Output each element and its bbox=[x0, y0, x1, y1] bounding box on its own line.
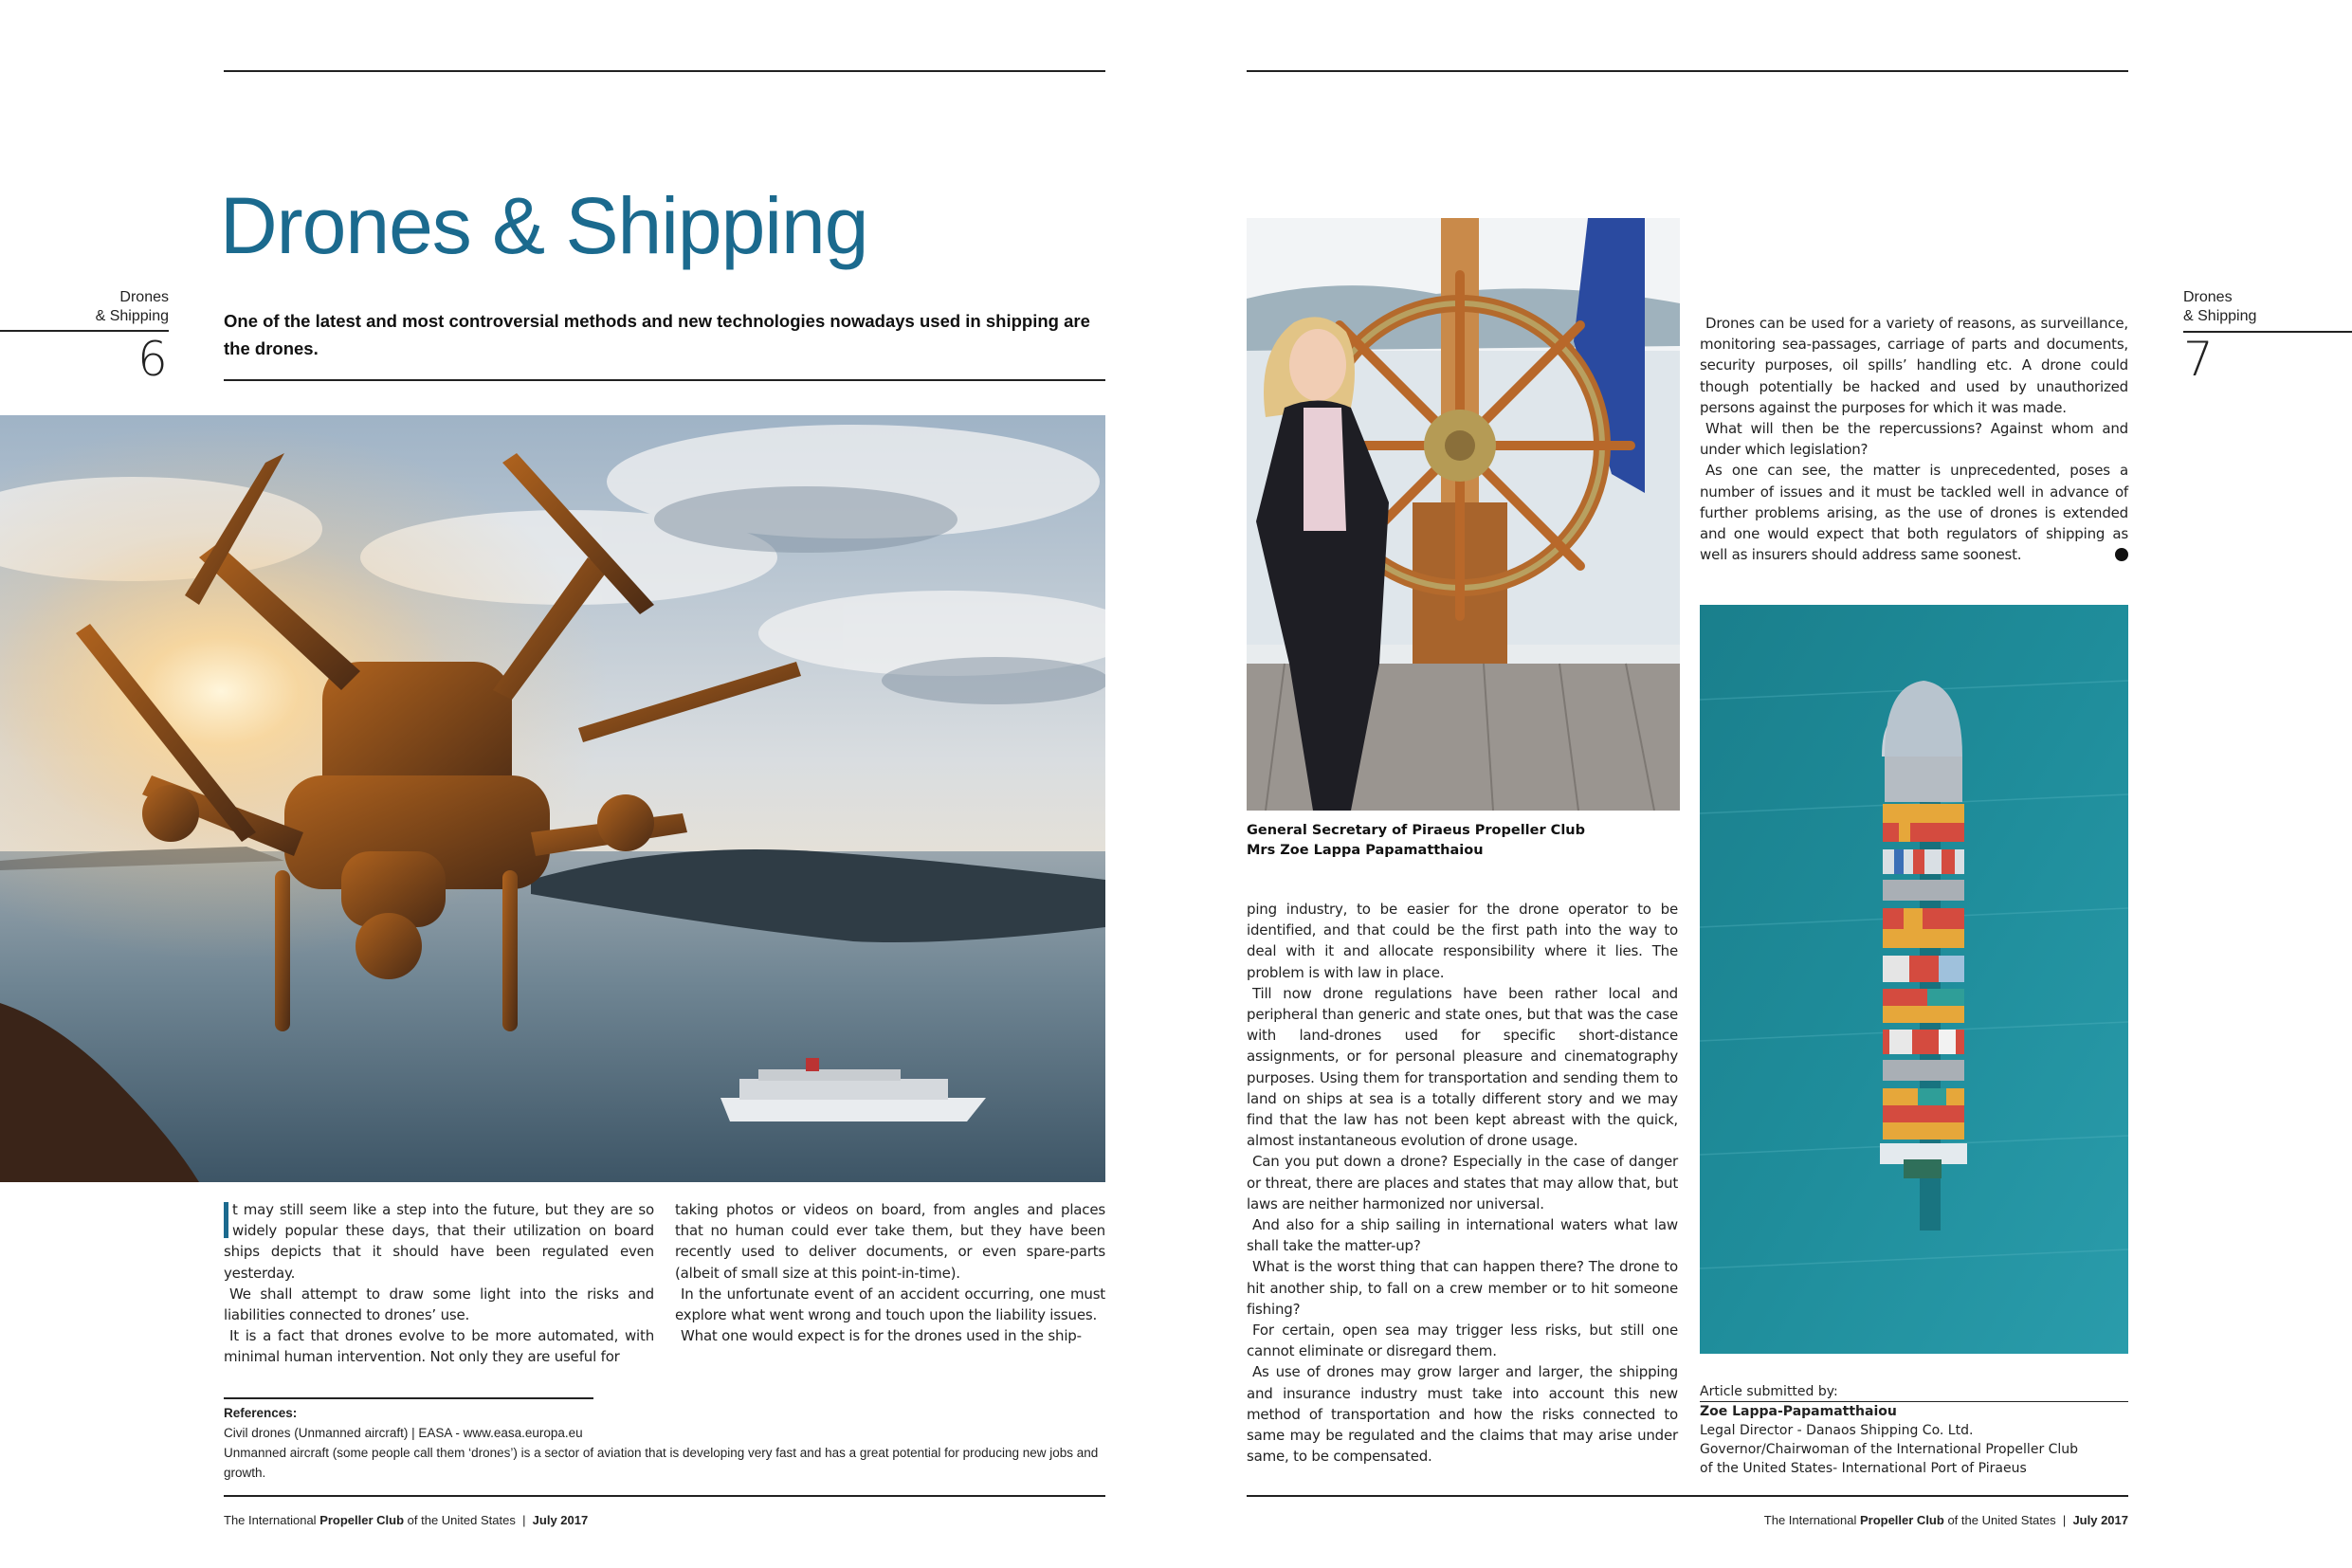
page-title: Drones & Shipping bbox=[220, 181, 868, 270]
left-body-column-1 bbox=[224, 1199, 654, 1368]
credit-name: Zoe Lappa-Papamatthaiou bbox=[1700, 1404, 1897, 1419]
section-tab-line2: & Shipping bbox=[2183, 308, 2257, 324]
paragraph: ping industry, to be easier for the drone operator to be identified, and that could be the first path into the way to deal with it and allocate responsibility where it lies. The problem is with law in place. bbox=[1247, 901, 1678, 981]
hero-image-drone bbox=[0, 415, 1105, 1182]
section-tab-left bbox=[76, 288, 169, 326]
footer-right bbox=[1764, 1513, 2128, 1527]
credit-label: Article submitted by: bbox=[1700, 1382, 2128, 1402]
footer-rule-left bbox=[224, 1495, 1105, 1497]
page-number-left: 6 bbox=[137, 332, 168, 387]
footer-rule-right bbox=[1247, 1495, 2128, 1497]
paragraph: Drones can be used for a variety of reasons, as surveillance, monitoring sea-passages, carriage of parts and documents, security purposes, oil spills’ handling etc. A drone could though potentially be hacked and used by unauthorized persons against the purposes for which it was made. bbox=[1700, 315, 2128, 416]
article-lede: One of the latest and most controversial methods and new technologies nowadays used in shipping are the drones. bbox=[224, 311, 1090, 358]
paragraph-text: t may still seem like a step into the future, but they are so widely popular these days, that their utilization on board ships depicts that it should have been regulated even yesterday. bbox=[224, 1201, 654, 1282]
footer-club: Propeller Club bbox=[1859, 1513, 1944, 1527]
article-credit bbox=[1700, 1382, 2128, 1478]
references-line-1: Civil drones (Unmanned aircraft) | EASA - www.easa.europa.eu bbox=[224, 1426, 583, 1440]
section-tab-line1: Drones bbox=[2183, 289, 2233, 305]
footer-prefix: The International bbox=[224, 1513, 320, 1527]
paragraph-text: As one can see, the matter is unprecedented, poses a number of issues and it must be tackled well in advance of further problems arising, as the use of drones is extended and one would expect that both regulators of shipping as well as insurers should address same soonest. bbox=[1700, 462, 2128, 564]
footer-left bbox=[224, 1513, 588, 1527]
section-tab-right bbox=[2183, 288, 2256, 326]
section-tab-line1: Drones bbox=[119, 289, 169, 305]
dropcap-bar bbox=[224, 1202, 228, 1238]
top-rule-right bbox=[1247, 70, 2128, 72]
paragraph: What is the worst thing that can happen there? The drone to hit another ship, to fall on a crew member or to hit someone fishing? bbox=[1247, 1258, 1678, 1318]
paragraph: What will then be the repercussions? Against whom and under which legislation? bbox=[1700, 420, 2128, 459]
credit-role-1: Legal Director - Danaos Shipping Co. Ltd. bbox=[1700, 1423, 1974, 1438]
footer-suffix: of the United States | bbox=[1943, 1513, 2073, 1527]
paragraph bbox=[224, 1199, 654, 1284]
paragraph: What one would expect is for the drones used in the ship- bbox=[681, 1327, 1082, 1345]
paragraph: It is a fact that drones evolve to be more automated, with minimal human intervention. Not only they are useful for bbox=[224, 1327, 654, 1366]
caption-line-2: Mrs Zoe Lappa Papamatthaiou bbox=[1247, 843, 1484, 858]
lede-rule bbox=[224, 379, 1105, 381]
right-body-column-1 bbox=[1247, 899, 1678, 1467]
references-rule bbox=[224, 1397, 593, 1399]
paragraph: taking photos or videos on board, from angles and places that no human could ever take them, but they have been recently used to deliver documents, or even spare-parts (albeit of small size at this point-in-time). bbox=[675, 1201, 1105, 1282]
end-of-article-icon bbox=[2115, 548, 2128, 561]
paragraph: As use of drones may grow larger and larger, the shipping and insurance industry must take into account this new method of transportation and how the risks connected to same may be regulated and the claims that may arise under same, to be compensated. bbox=[1247, 1363, 1678, 1466]
footer-club: Propeller Club bbox=[319, 1513, 405, 1527]
section-tab-line2: & Shipping bbox=[95, 308, 169, 324]
credit-role-2: Governor/Chairwoman of the International Propeller Club bbox=[1700, 1442, 2079, 1457]
footer-prefix: The International bbox=[1763, 1513, 1860, 1527]
right-body-column-2 bbox=[1700, 313, 2128, 565]
caption-line-1: General Secretary of Piraeus Propeller Club bbox=[1247, 823, 1585, 838]
references-line-2: Unmanned aircraft (some people call them ‘drones’) is a sector of aviation that is developing very fast and has a great potential for producing new jobs and growth. bbox=[224, 1446, 1099, 1480]
paragraph: In the unfortunate event of an accident occurring, one must explore what went wrong and touch upon the liability issues. bbox=[675, 1285, 1105, 1324]
portrait-caption bbox=[1247, 821, 1585, 861]
portrait-image bbox=[1247, 218, 1680, 811]
paragraph: For certain, open sea may trigger less risks, but still one cannot eliminate or disregard them. bbox=[1247, 1322, 1678, 1360]
paragraph: Till now drone regulations have been rather local and peripheral than generic and state ones, but that was the case with land-drones used for specific short-distance assignments, or for personal pleasure and cinematography purposes. Using them for transportation and sending them to land on ships at sea is a totally different story and we may find that the law has not been kept abreast with the quick, almost instantaneous evolution of drone usage. bbox=[1247, 984, 1678, 1150]
paragraph: We shall attempt to draw some light into the risks and liabilities connected to drones’ use. bbox=[224, 1285, 654, 1324]
paragraph bbox=[1700, 460, 2128, 565]
credit-role-3: of the United States- International Port of Piraeus bbox=[1700, 1461, 2027, 1476]
footer-date: July 2017 bbox=[2072, 1513, 2128, 1527]
references-block bbox=[224, 1403, 1105, 1483]
top-rule-left bbox=[224, 70, 1105, 72]
paragraph: Can you put down a drone? Especially in the case of danger or threat, there are places and states that may allow that, but laws are neither harmonized nor universal. bbox=[1247, 1153, 1678, 1212]
paragraph: And also for a ship sailing in international waters what law shall take the matter-up? bbox=[1247, 1216, 1678, 1255]
footer-suffix: of the United States | bbox=[404, 1513, 533, 1527]
left-body-column-2 bbox=[675, 1199, 1105, 1346]
references-heading: References: bbox=[224, 1406, 298, 1420]
footer-date: July 2017 bbox=[532, 1513, 589, 1527]
page-number-right: 7 bbox=[2183, 332, 2214, 387]
container-ship-image bbox=[1700, 605, 2128, 1354]
